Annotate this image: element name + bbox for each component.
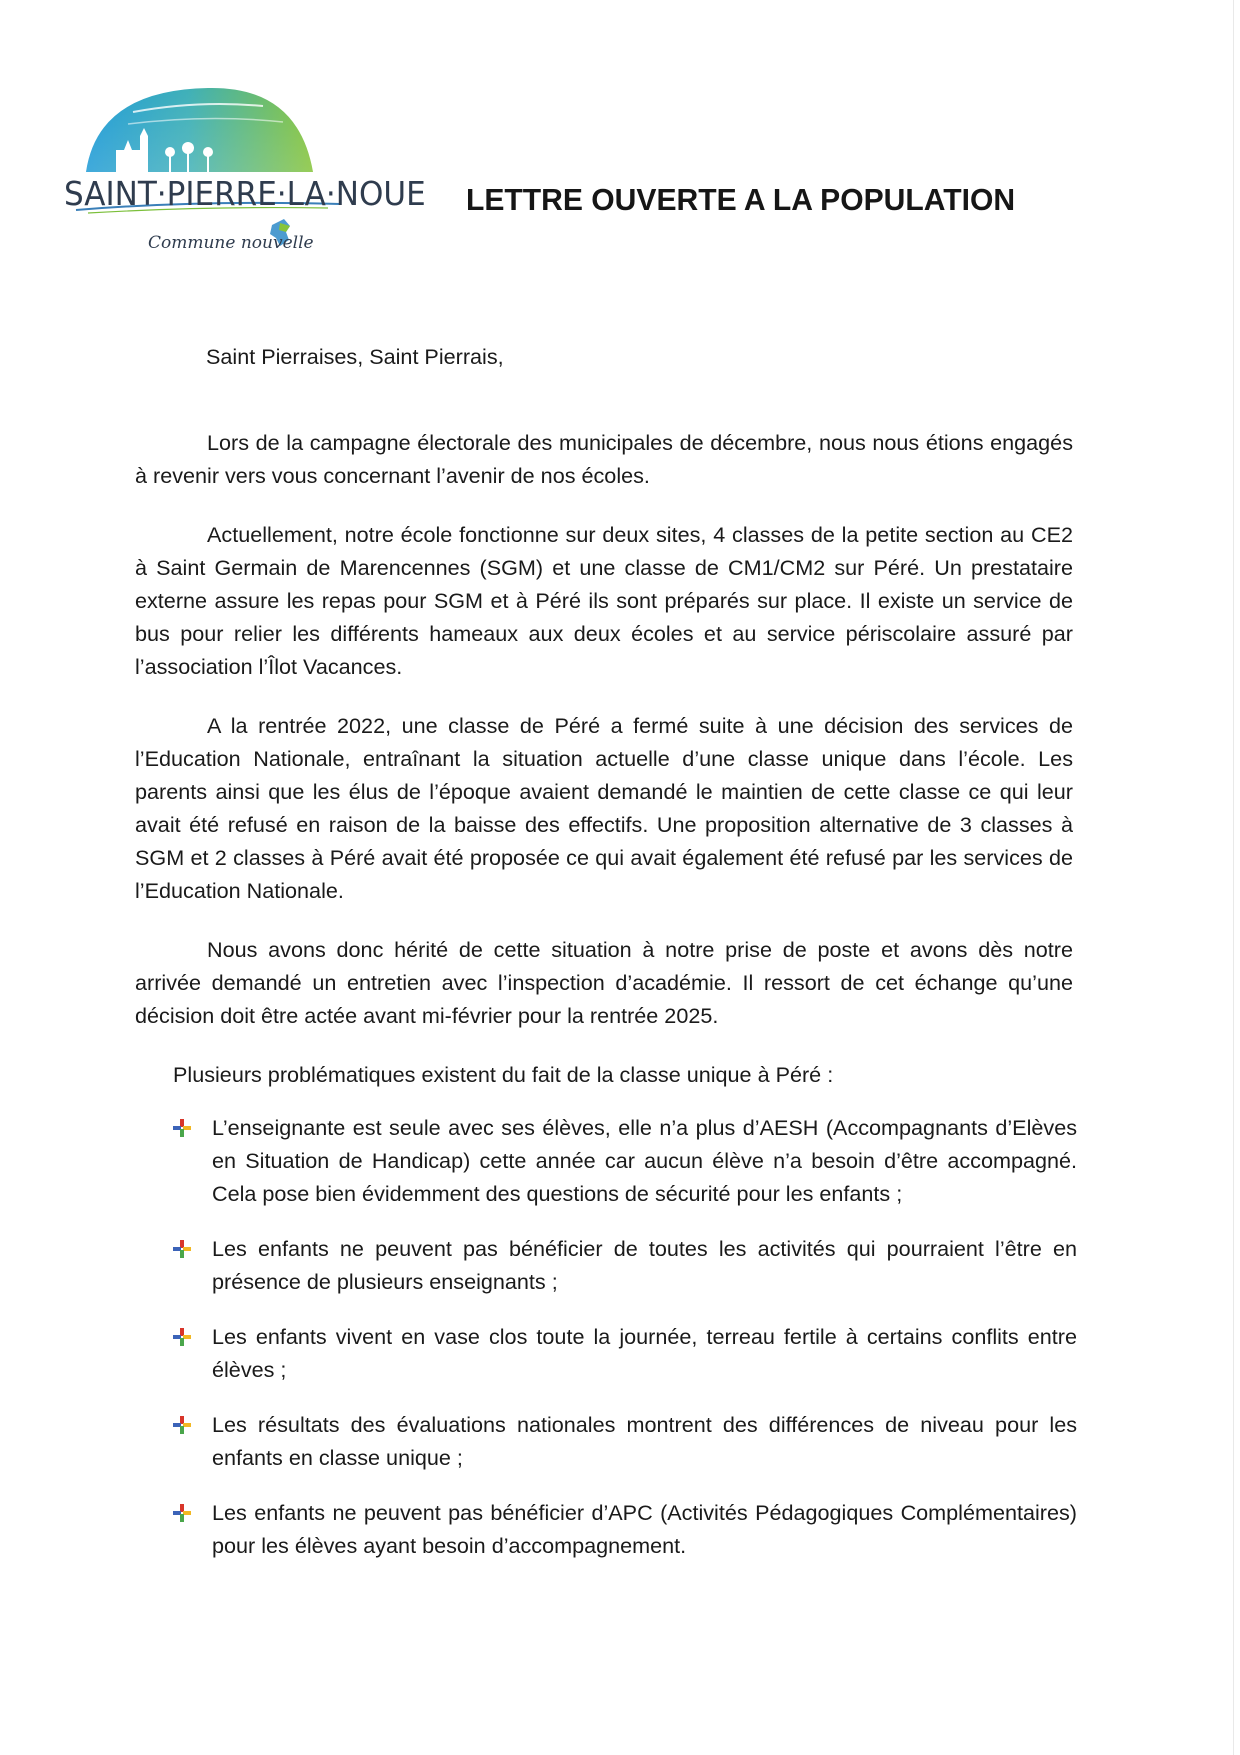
problem-list [172, 1111, 1077, 1584]
letter-paragraph-3: A la rentrée 2022, une classe de Péré a fermé suite à une décision des services de l’Education Nationale, entraînant la situation actuelle d’une classe unique dans l’école. Les parents ainsi que les élus de l’époque avaient demandé le maintien de cette classe ce qui leur avait été refusé en raison de la baisse des effectifs. Une proposition alternative de 3 classes à SGM et 2 classes à Péré avait été proposée ce qui avait également été refusé par les services de l’Education Nationale. [135, 713, 1073, 903]
four-color-arrow-bullet-icon [172, 1415, 192, 1435]
list-item-text: Les résultats des évaluations nationales montrent des différences de niveau pour les enfants en classe unique ; [212, 1412, 1077, 1470]
scan-edge-line [1233, 0, 1234, 1755]
list-item-text: Les enfants ne peuvent pas bénéficier de toutes les activités qui pourraient l’être en présence de plusieurs enseignants ; [212, 1236, 1077, 1294]
list-item [172, 1408, 1077, 1474]
list-item [172, 1111, 1077, 1210]
list-item [172, 1320, 1077, 1386]
letter-paragraph-2: Actuellement, notre école fonctionne sur deux sites, 4 classes de la petite section au CE2 à Saint Germain de Marencennes (SGM) et une classe de CM1/CM2 sur Péré. Un prestataire externe assure les repas pour SGM et à Péré ils sont préparés sur place. Il existe un service de bus pour relier les différents hameaux aux deux écoles et au service périscolaire assuré par l’association l’Îlot Vacances. [135, 522, 1073, 679]
list-item [172, 1496, 1077, 1562]
letter-paragraph-4: Nous avons donc hérité de cette situation à notre prise de poste et avons dès notre arrivée demandé un entretien avec l’inspection d’académie. Il ressort de cet échange qu’une décision doit être actée avant mi-février pour la rentrée 2025. [135, 937, 1073, 1028]
logo-tagline: Commune nouvelle [148, 233, 314, 253]
commune-logo [58, 80, 426, 270]
four-color-arrow-bullet-icon [172, 1118, 192, 1138]
list-intro: Plusieurs problématiques existent du fait de la classe unique à Péré : [173, 1062, 834, 1087]
logo-commune-name: SAINT·PIERRE·LA·NOUE [64, 174, 426, 213]
four-color-arrow-bullet-icon [172, 1239, 192, 1259]
list-item [172, 1232, 1077, 1298]
four-color-arrow-bullet-icon [172, 1327, 192, 1347]
letter-paragraph-1: Lors de la campagne électorale des municipales de décembre, nous nous étions engagés à revenir vers vous concernant l’avenir de nos écoles. [135, 430, 1073, 488]
list-item-text: Les enfants ne peuvent pas bénéficier d’APC (Activités Pédagogiques Complémentaires) pour les élèves ayant besoin d’accompagnement. [212, 1500, 1077, 1558]
list-item-text: Les enfants vivent en vase clos toute la journée, terreau fertile à certains conflits entre élèves ; [212, 1324, 1077, 1382]
list-item-text: L’enseignante est seule avec ses élèves, elle n’a plus d’AESH (Accompagnants d’Elèves en Situation de Handicap) cette année car aucun élève n’a besoin d’être accompagné. Cela pose bien évidemment des questions de sécurité pour les enfants ; [212, 1115, 1077, 1206]
letter-salutation: Saint Pierraises, Saint Pierrais, [206, 344, 504, 369]
four-color-arrow-bullet-icon [172, 1503, 192, 1523]
page-title: LETTRE OUVERTE A LA POPULATION [466, 182, 1016, 217]
